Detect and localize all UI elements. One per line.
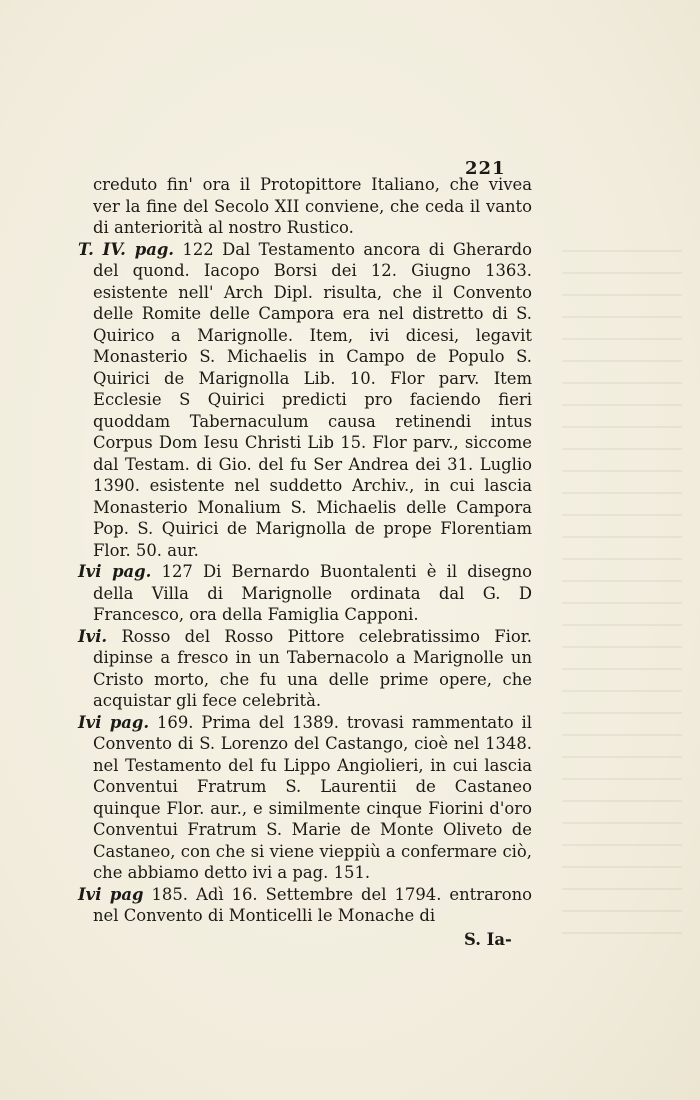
entry-text: 127 Di Bernardo Buontalenti è il disegno della Villa di Marignolle ordinata dal G. D Francesco, ora della Famiglia Capponi.: [93, 562, 532, 624]
entry-text: 185. Adì 16. Settembre del 1794. entrarono nel Convento di Monticelli le Monache di: [93, 884, 532, 925]
entry-ivi-pag169: [78, 712, 532, 884]
page-number: 221: [465, 158, 506, 179]
entry-reference: T. IV. pag.: [78, 239, 175, 259]
show-through-text: [562, 250, 682, 950]
entry-reference: Ivi.: [78, 626, 108, 646]
paragraph-continuation: [78, 174, 532, 239]
body-text: [78, 174, 532, 927]
entry-t4-pag122: [78, 239, 532, 562]
entry-reference: Ivi pag: [78, 884, 144, 904]
entry-text: 169. Prima del 1389. trovasi rammentato il Convento di S. Lorenzo del Castango, cioè nel 1348. nel Testamento del fu Lippo Angiolieri, in cui lascia Conventui Fratrum S. Laurentii de Castaneo quinque Flor. aur., e similmente cinque Fiorini d'oro Conventui Fratrum S. Marie de Monte Oliveto de Castaneo, con che si viene vieppiù a confermare ciò, che abbiamo detto ivi a pag. 151.: [93, 712, 532, 882]
entry-reference: Ivi pag.: [78, 712, 150, 732]
entry-text: 122 Dal Testamento ancora di Gherardo del quond. Iacopo Borsi dei 12. Giugno 1363. esistente nell' Arch Dipl. risulta, che il Convento delle Romite delle Campora era nel distretto di S. Quirico a Marignolle. Item, ivi dicesi, legavit Monasterio S. Michaelis in Campo de Populo S. Quirici de Marignolla Lib. 10. Flor parv. Item Ecclesie S Quirici predicti pro faciendo fieri quoddam Tabernaculum causa retinendi intus Corpus Dom Iesu Christi Lib 15. Flor parv., siccome dal Testam. di Gio. del fu Ser Andrea dei 31. Luglio 1390. esistente nel suddetto Archiv., in cui lascia Monasterio Monalium S. Michaelis delle Campora Pop. S. Quirici de Marignolla de prope Florentiam Flor. 50. aur.: [93, 239, 532, 560]
entry-ivi: [78, 626, 532, 712]
paragraph-text: creduto fin' ora il Protopittore Italiano, che vivea ver la fine del Secolo XII convie​ne, che ceda il vanto di anteriorità al nostro Rustico.: [93, 175, 532, 237]
entry-reference: Ivi pag.: [78, 562, 152, 581]
entry-ivi-pag185: [78, 884, 532, 927]
entry-text: Rosso del Rosso Pittore celebratissimo Fior. dipinse a fresco in un Tabernacolo a Marignolle un Cristo morto, che fu una delle prime opere, che acquistar gli fece celebrità.: [93, 626, 532, 710]
catchword: S. Ia-: [464, 930, 512, 949]
entry-ivi-pag127: [78, 561, 532, 626]
